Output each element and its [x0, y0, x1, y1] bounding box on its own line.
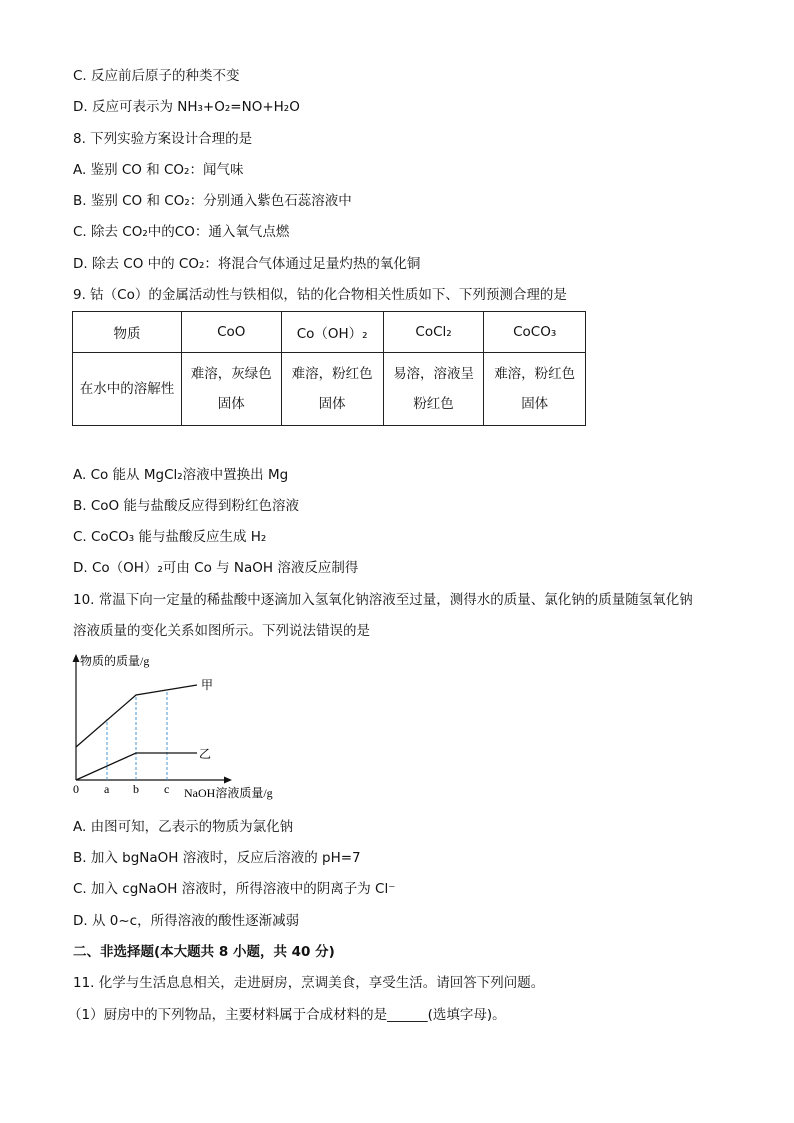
y-axis-arrow-icon [73, 654, 80, 662]
question-7d-option: D. 反应可表示为 NH₃+O₂=NO+H₂O [73, 99, 300, 115]
question-10d-option: D. 从 0~c，所得溶液的酸性逐渐减弱 [73, 913, 300, 929]
question-7c-option: C. 反应前后原子的种类不变 [73, 68, 240, 84]
table-cell: 难溶，灰绿色 固体 [181, 353, 281, 426]
question-9-stem: 9. 钴（Co）的金属活动性与铁相似，钴的化合物相关性质如下、下列预测合理的是 [73, 287, 567, 303]
series-label-yi: 乙 [199, 747, 212, 761]
question-10c-option: C. 加入 cgNaOH 溶液时，所得溶液中的阴离子为 Cl⁻ [73, 881, 396, 897]
x-axis-label: NaOH溶液质量/g [184, 786, 273, 800]
table-header-cell: 物质 [73, 312, 182, 353]
question-9b-option: B. CoO 能与盐酸反应得到粉红色溶液 [73, 498, 299, 514]
question-10b-option: B. 加入 bgNaOH 溶液时，反应后溶液的 pH=7 [73, 850, 361, 866]
table-cell: 易溶，溶液呈 粉红色 [383, 353, 484, 426]
series-label-jia: 甲 [201, 678, 214, 692]
question-8d-option: D. 除去 CO 中的 CO₂：将混合气体通过足量灼热的氧化铜 [73, 256, 421, 272]
table-header-cell: CoCl₂ [383, 312, 484, 353]
y-axis-label: 物质的质量/g [80, 654, 150, 668]
question-11-part-1: （1）厨房中的下列物品，主要材料属于合成材料的是______(选填字母)。 [68, 1007, 506, 1023]
table-header-cell: CoCO₃ [484, 312, 586, 353]
table-cell: 难溶，粉红色 固体 [484, 353, 586, 426]
question-8a-option: A. 鉴别 CO 和 CO₂：闻气味 [73, 162, 244, 178]
question-9c-option: C. CoCO₃ 能与盐酸反应生成 H₂ [73, 529, 267, 545]
tick-label-c: c [164, 782, 170, 796]
origin-label: 0 [73, 782, 79, 796]
table-header-row [73, 312, 586, 353]
section-2-heading: 二、非选择题(本大题共 8 小题，共 40 分) [73, 944, 335, 960]
question-9d-option: D. Co（OH）₂可由 Co 与 NaOH 溶液反应制得 [73, 560, 359, 576]
question-11-stem: 11. 化学与生活息息相关，走进厨房，烹调美食，享受生活。请回答下列问题。 [73, 975, 545, 991]
question-10a-option: A. 由图可知，乙表示的物质为氯化钠 [73, 819, 294, 835]
table-header-cell: CoO [181, 312, 281, 353]
mass-graph [60, 650, 320, 805]
question-9a-option: A. Co 能从 MgCl₂溶液中置换出 Mg [73, 467, 289, 483]
question-10-stem-line1: 10. 常温下向一定量的稀盐酸中逐滴加入氢氧化钠溶液至过量，测得水的质量、氯化钠的质量随氢氧化钠 [73, 592, 693, 608]
question-8c-option: C. 除去 CO₂中的CO：通入氧气点燃 [73, 224, 290, 240]
question-8-stem: 8. 下列实验方案设计合理的是 [73, 131, 253, 147]
question-10-stem-line2: 溶液质量的变化关系如图所示。下列说法错误的是 [73, 623, 370, 639]
table-cell: 难溶，粉红色 固体 [281, 353, 383, 426]
x-axis-arrow-icon [224, 777, 232, 784]
tick-label-a: a [104, 782, 110, 796]
cobalt-compounds-table [72, 311, 586, 426]
question-8b-option: B. 鉴别 CO 和 CO₂：分别通入紫色石蕊溶液中 [73, 193, 352, 209]
table-row [73, 353, 586, 426]
table-header-cell: Co（OH）₂ [281, 312, 383, 353]
tick-label-b: b [133, 782, 139, 796]
table-cell: 在水中的溶解性 [73, 353, 182, 426]
